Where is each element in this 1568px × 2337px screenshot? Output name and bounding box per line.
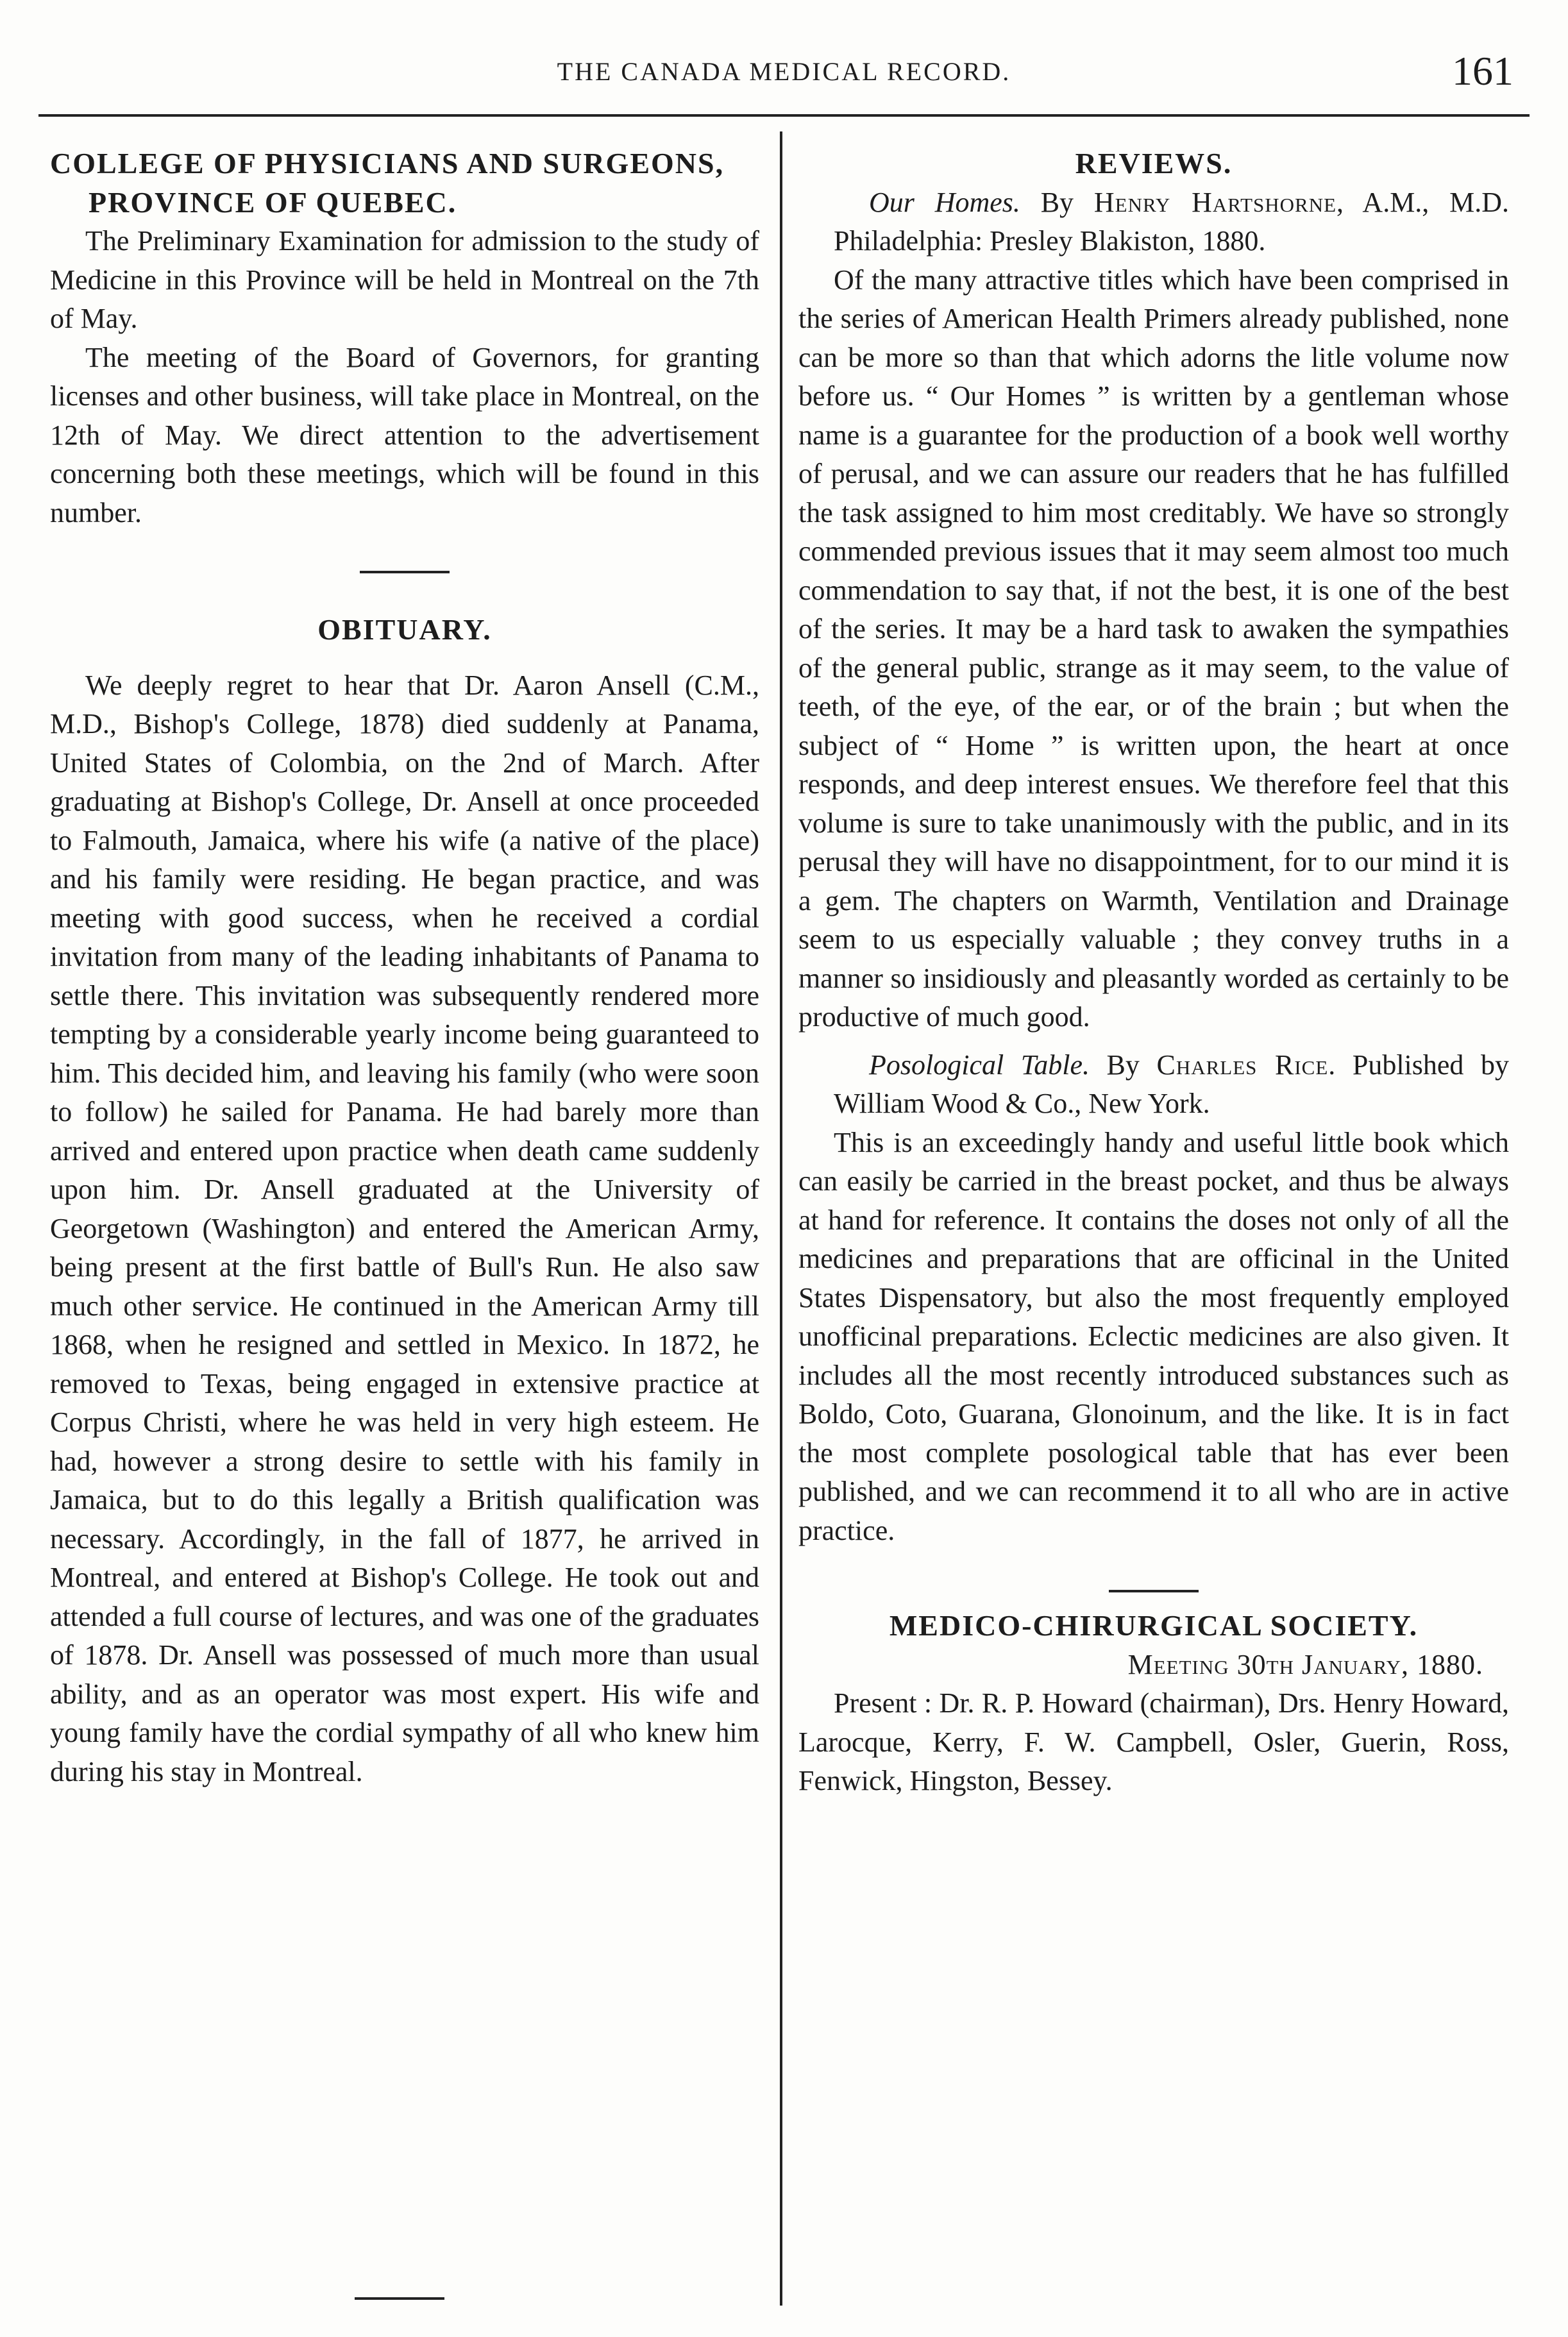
society-heading: MEDICO-CHIRURGICAL SOCIETY. <box>889 1609 1419 1642</box>
review1-citation <box>798 183 1509 261</box>
header-rule <box>38 114 1530 117</box>
review2-work-title: Posological Table. <box>869 1049 1090 1081</box>
college-paragraph-1: The Preliminary Examination for admission to the study of Medicine in this Province will be held in Montreal on the 7th of May. <box>50 225 759 334</box>
meeting-date: Meeting 30th January, 1880. <box>1127 1648 1483 1680</box>
review2-author: Charles Rice <box>1156 1049 1329 1081</box>
college-heading: COLLEGE OF PHYSICIANS AND SURGEONS, PROVINCE OF QUEBEC. <box>50 147 725 219</box>
page-number: 161 <box>1452 48 1513 94</box>
review2-citation <box>798 1046 1509 1124</box>
section-separator <box>360 571 450 573</box>
review2-body: This is an exceedingly handy and useful little book which can easily be carried in the breast pocket, and thus be always at hand for reference. It contains the doses not only of all the medicines and preparations that are officinal in the United States Dispensatory, but also the most frequently employed unofficinal preparations. Eclectic medicines are also given. It includes all the most recently introduced substances such as Boldo, Coto, Guarana, Glonoinum, and the like. It is in fact the most complete posological table that has ever been published, and we can recommend it to all who are in active practice. <box>798 1126 1509 1546</box>
left-column <box>50 138 759 1791</box>
running-header <box>38 50 1530 108</box>
bottom-separator <box>355 2297 444 2300</box>
obituary-paragraph: We deeply regret to hear that Dr. Aaron Ansell (C.M., M.D., Bishop's College, 1878) died suddenly at Panama, United States of Colombia, on the 2nd of March. After graduating at Bishop's College, Dr. Ansell at once proceeded to Falmouth, Jamaica, where his wife (a native of the place) and his family were residing. He began practice, and was meeting with good success, when he received a cordial invitation from many of the leading inhabitants of Panama to settle there. This invitation was subsequently rendered more tempting by a considerable yearly income being guaranteed to him. This decided him, and leaving his family (who were soon to follow) he sailed for Panama. He had barely more than arrived and entered upon practice when death came suddenly upon him. Dr. Ansell graduated at the University of Georgetown (Washington) and entered the American Army, being present at the first battle of Bull's Run. He also saw much other service. He continued in the American Army till 1868, when he resigned and settled in Mexico. In 1872, he removed to Texas, being engaged in extensive practice at Corpus Christi, where he was held in very high esteem. He had, however a strong desire to settle with his family in Jamaica, but to do this legally a British qualification was necessary. Accordingly, in the fall of 1877, he arrived in Montreal, and entered at Bishop's College. He took out and attended a full course of lectures, and was one of the graduates of 1878. Dr. Ansell was possessed of much more than usual ability, and as an operator was most expert. His wife and young family have the cordial sympathy of all who knew him during his stay in Montreal. <box>50 669 759 1787</box>
review1-by: By <box>1040 186 1074 218</box>
reviews-heading: REVIEWS. <box>1075 147 1233 180</box>
review1-citation-rest: , A.M., M.D. Philadelphia: Presley Blakiston, 1880. <box>834 186 1510 257</box>
review1-work-title: Our Homes. <box>869 186 1020 218</box>
review1-author: Henry Hartshorne <box>1093 186 1337 218</box>
column-divider <box>780 131 782 2306</box>
review2-citation-rest: . Published by William Wood & Co., New York. <box>834 1049 1509 1119</box>
college-paragraph-2: The meeting of the Board of Governors, for granting licenses and other business, will take place in Montreal, on the 12th of May. We direct attention to the advertisement concerning both these meetings, which will be found in this number. <box>50 341 759 528</box>
review1-body: Of the many attractive titles which have been comprised in the series of American Health Primers already published, none can be more so than that which adorns the litle volume now before us. “ Our Homes ” is written by a gentleman whose name is a guarantee for the production of a book well worthy of perusal, and we can assure our readers that he has fulfilled the task assigned to him most creditably. We have so strongly commended previous issues that it may seem almost too much commendation to say that, if not the best, it is one of the best of the series. It may be a hard task to awaken the sympathies of the general public, strange as it may seem, to the value of teeth, of the eye, of the ear, or of the brain ; but when the subject of “ Home ” is written upon, the heart at once responds, and deep interest ensues. We therefore feel that this volume is sure to take unanimously with the public, and in its perusal they will have no disappointment, for to our mind it is a gem. The chapters on Warmth, Ventilation and Drainage seem to us especially valuable ; they convey truths in a manner so insidiously and pleasantly worded as certainly to be productive of much good. <box>798 264 1509 1033</box>
journal-title: THE CANADA MEDICAL RECORD. <box>557 57 1011 86</box>
review2-by: By <box>1106 1049 1140 1081</box>
obituary-heading: OBITUARY. <box>317 613 492 646</box>
section-separator <box>1109 1590 1199 1592</box>
right-column <box>798 138 1509 1801</box>
attendance-paragraph: Present : Dr. R. P. Howard (chairman), Drs. Henry Howard, Larocque, Kerry, F. W. Campbell, Osler, Guerin, Ross, Fenwick, Hingston, Bessey. <box>798 1687 1509 1796</box>
